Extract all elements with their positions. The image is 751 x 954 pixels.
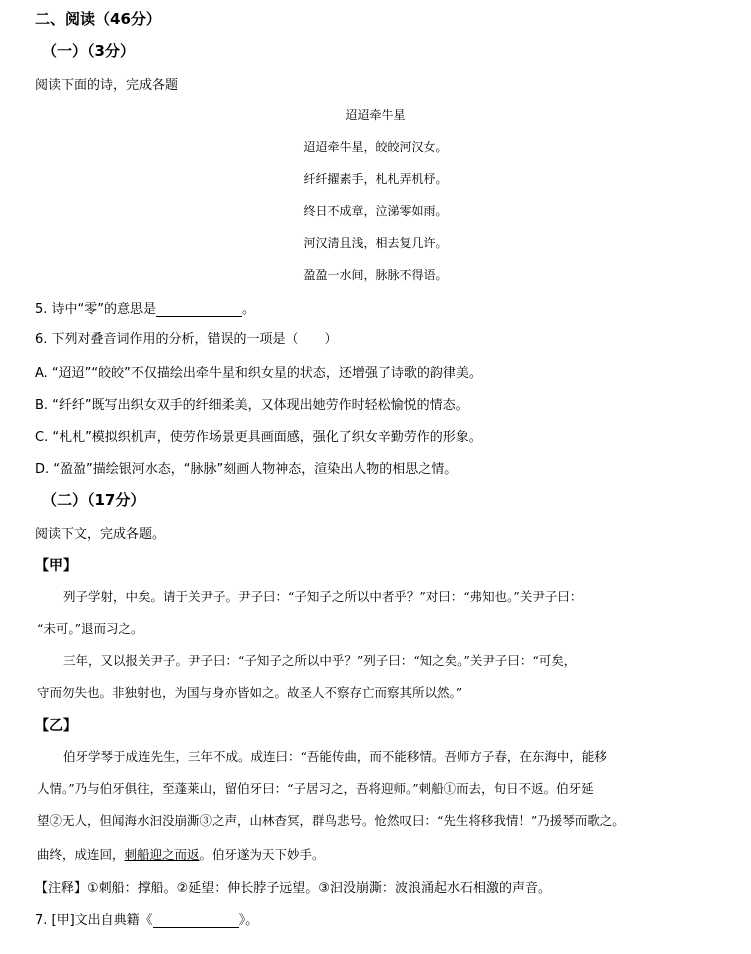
question-5-end: 。 (242, 302, 256, 317)
question-6: 6. 下列对叠音词作用的分析，错误的一项是（ ） (35, 332, 338, 347)
passage-yi-last-line (37, 845, 325, 863)
question-5 (35, 298, 255, 317)
passage-yi-text: 曲终，成连回， (37, 847, 125, 862)
question-7-end: 》。 (238, 913, 259, 928)
passage-jia-line: 列子学射，中矣。请于关尹子。尹子曰：“子知子之所以中者乎？”对曰：“弗知也。”关尹子曰： (63, 589, 583, 604)
question-7-text: 7. [甲]文出自典籍《 (35, 913, 153, 928)
underlined-phrase: 刺船迎之而返 (124, 847, 200, 862)
passage-jia-line: “未可。”退而习之。 (37, 621, 144, 636)
passage-yi-text: 。伯牙遂为天下妙手。 (199, 847, 325, 862)
poem-line: 盈盈一水间，脉脉不得语。 (303, 268, 448, 282)
poem-line: 纤纤擢素手，札札弄机杼。 (303, 172, 448, 186)
option-d: D. “盈盈”描绘银河水态，“脉脉”刻画人物神态，渲染出人物的相思之情。 (35, 462, 458, 477)
poem-line: 迢迢牵牛星，皎皎河汉女。 (303, 140, 448, 154)
passage-yi-line: 望②无人，但闻海水汩没崩澌③之声，山林杳冥，群鸟悲号。怆然叹曰：“先生将移我情！”乃援琴而歌之。 (37, 813, 625, 828)
passage-yi-line: 伯牙学琴于成连先生，三年不成。成连曰：“吾能传曲，而不能移情。吾师方子春，在东海中，能移 (63, 749, 607, 764)
option-b: B. “纤纤”既写出织女双手的纤细柔美，又体现出她劳作时轻松愉悦的情态。 (35, 398, 469, 413)
answer-blank[interactable] (153, 912, 239, 928)
question-5-text: 5. 诗中“零”的意思是 (35, 302, 157, 317)
passage-yi-label: 【乙】 (35, 718, 77, 734)
part1-title: （一）（3分） (42, 42, 135, 60)
passage-jia-line: 守而勿失也。非独射也，为国与身亦皆如之。故圣人不察存亡而察其所以然。” (37, 685, 463, 700)
annotations: 【注释】①刺船：撑船。②延望：伸长脖子远望。③汩没崩澌：波浪涌起水石相激的声音。 (35, 881, 551, 896)
part2-instruction: 阅读下文，完成各题。 (35, 527, 166, 542)
passage-yi-line: 人情。”乃与伯牙俱往，至蓬莱山，留伯牙曰：“子居习之，吾将迎师。”刺船①而去，旬日不返。伯牙延 (37, 781, 594, 796)
poem-line: 终日不成章，泣涕零如雨。 (303, 204, 448, 218)
option-c: C. “札札”模拟织机声，使劳作场景更具画面感，强化了织女辛勤劳作的形象。 (35, 430, 482, 445)
section-title: 二、阅读（46分） (35, 10, 161, 28)
poem-title: 迢迢牵牛星 (345, 108, 406, 122)
passage-jia-label: 【甲】 (35, 558, 77, 574)
question-7 (35, 909, 258, 928)
part2-title: （二）（17分） (42, 491, 146, 509)
option-a: A. “迢迢”“皎皎”不仅描绘出牵牛星和织女星的状态，还增强了诗歌的韵律美。 (35, 366, 482, 381)
answer-blank[interactable] (156, 301, 242, 317)
part1-instruction: 阅读下面的诗，完成各题 (35, 78, 179, 93)
passage-jia-line: 三年，又以报关尹子。尹子曰：“子知子之所以中乎？”列子曰：“知之矣。”关尹子曰：“可矣， (63, 653, 577, 668)
poem-line: 河汉清且浅，相去复几许。 (303, 236, 448, 250)
